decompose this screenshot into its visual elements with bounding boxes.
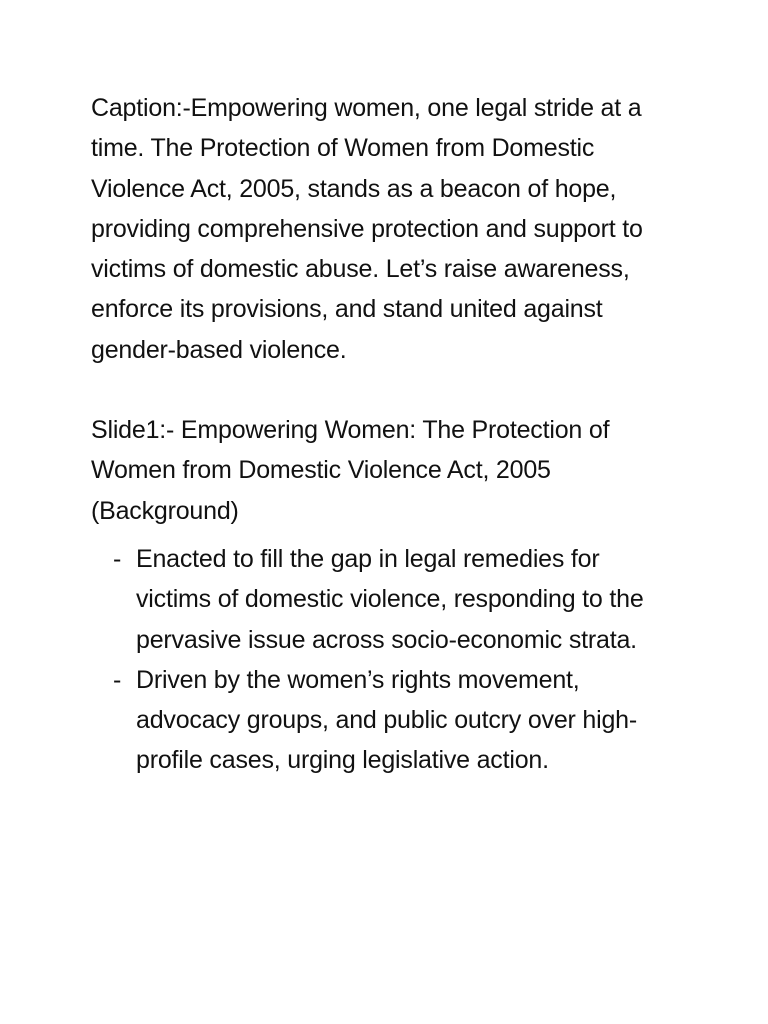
bullet-item xyxy=(91,539,681,660)
bullet-item xyxy=(91,660,681,781)
caption-paragraph: Caption:-Empowering women, one legal stride at a time. The Protection of Women from Domestic Violence Act, 2005, stands as a beacon of hope, providing comprehensive protection and support to victims of domestic abuse. Let’s raise awareness, enforce its provisions, and stand united against gender-based violence. xyxy=(91,94,643,364)
slide1-heading: Slide1:- Empowering Women: The Protection of Women from Domestic Violence Act, 2005 (Background) xyxy=(91,416,610,525)
slide1-bullet-list xyxy=(91,539,681,781)
bullet-text: Driven by the women’s rights movement, advocacy groups, and public outcry over high-profile cases, urging legislative action. xyxy=(136,665,638,775)
bullet-dash: - xyxy=(113,665,122,694)
document-body xyxy=(91,88,681,781)
bullet-text: Enacted to fill the gap in legal remedies for victims of domestic violence, responding to the pervasive issue across socio-economic strata. xyxy=(136,544,644,654)
bullet-dash: - xyxy=(113,544,122,573)
